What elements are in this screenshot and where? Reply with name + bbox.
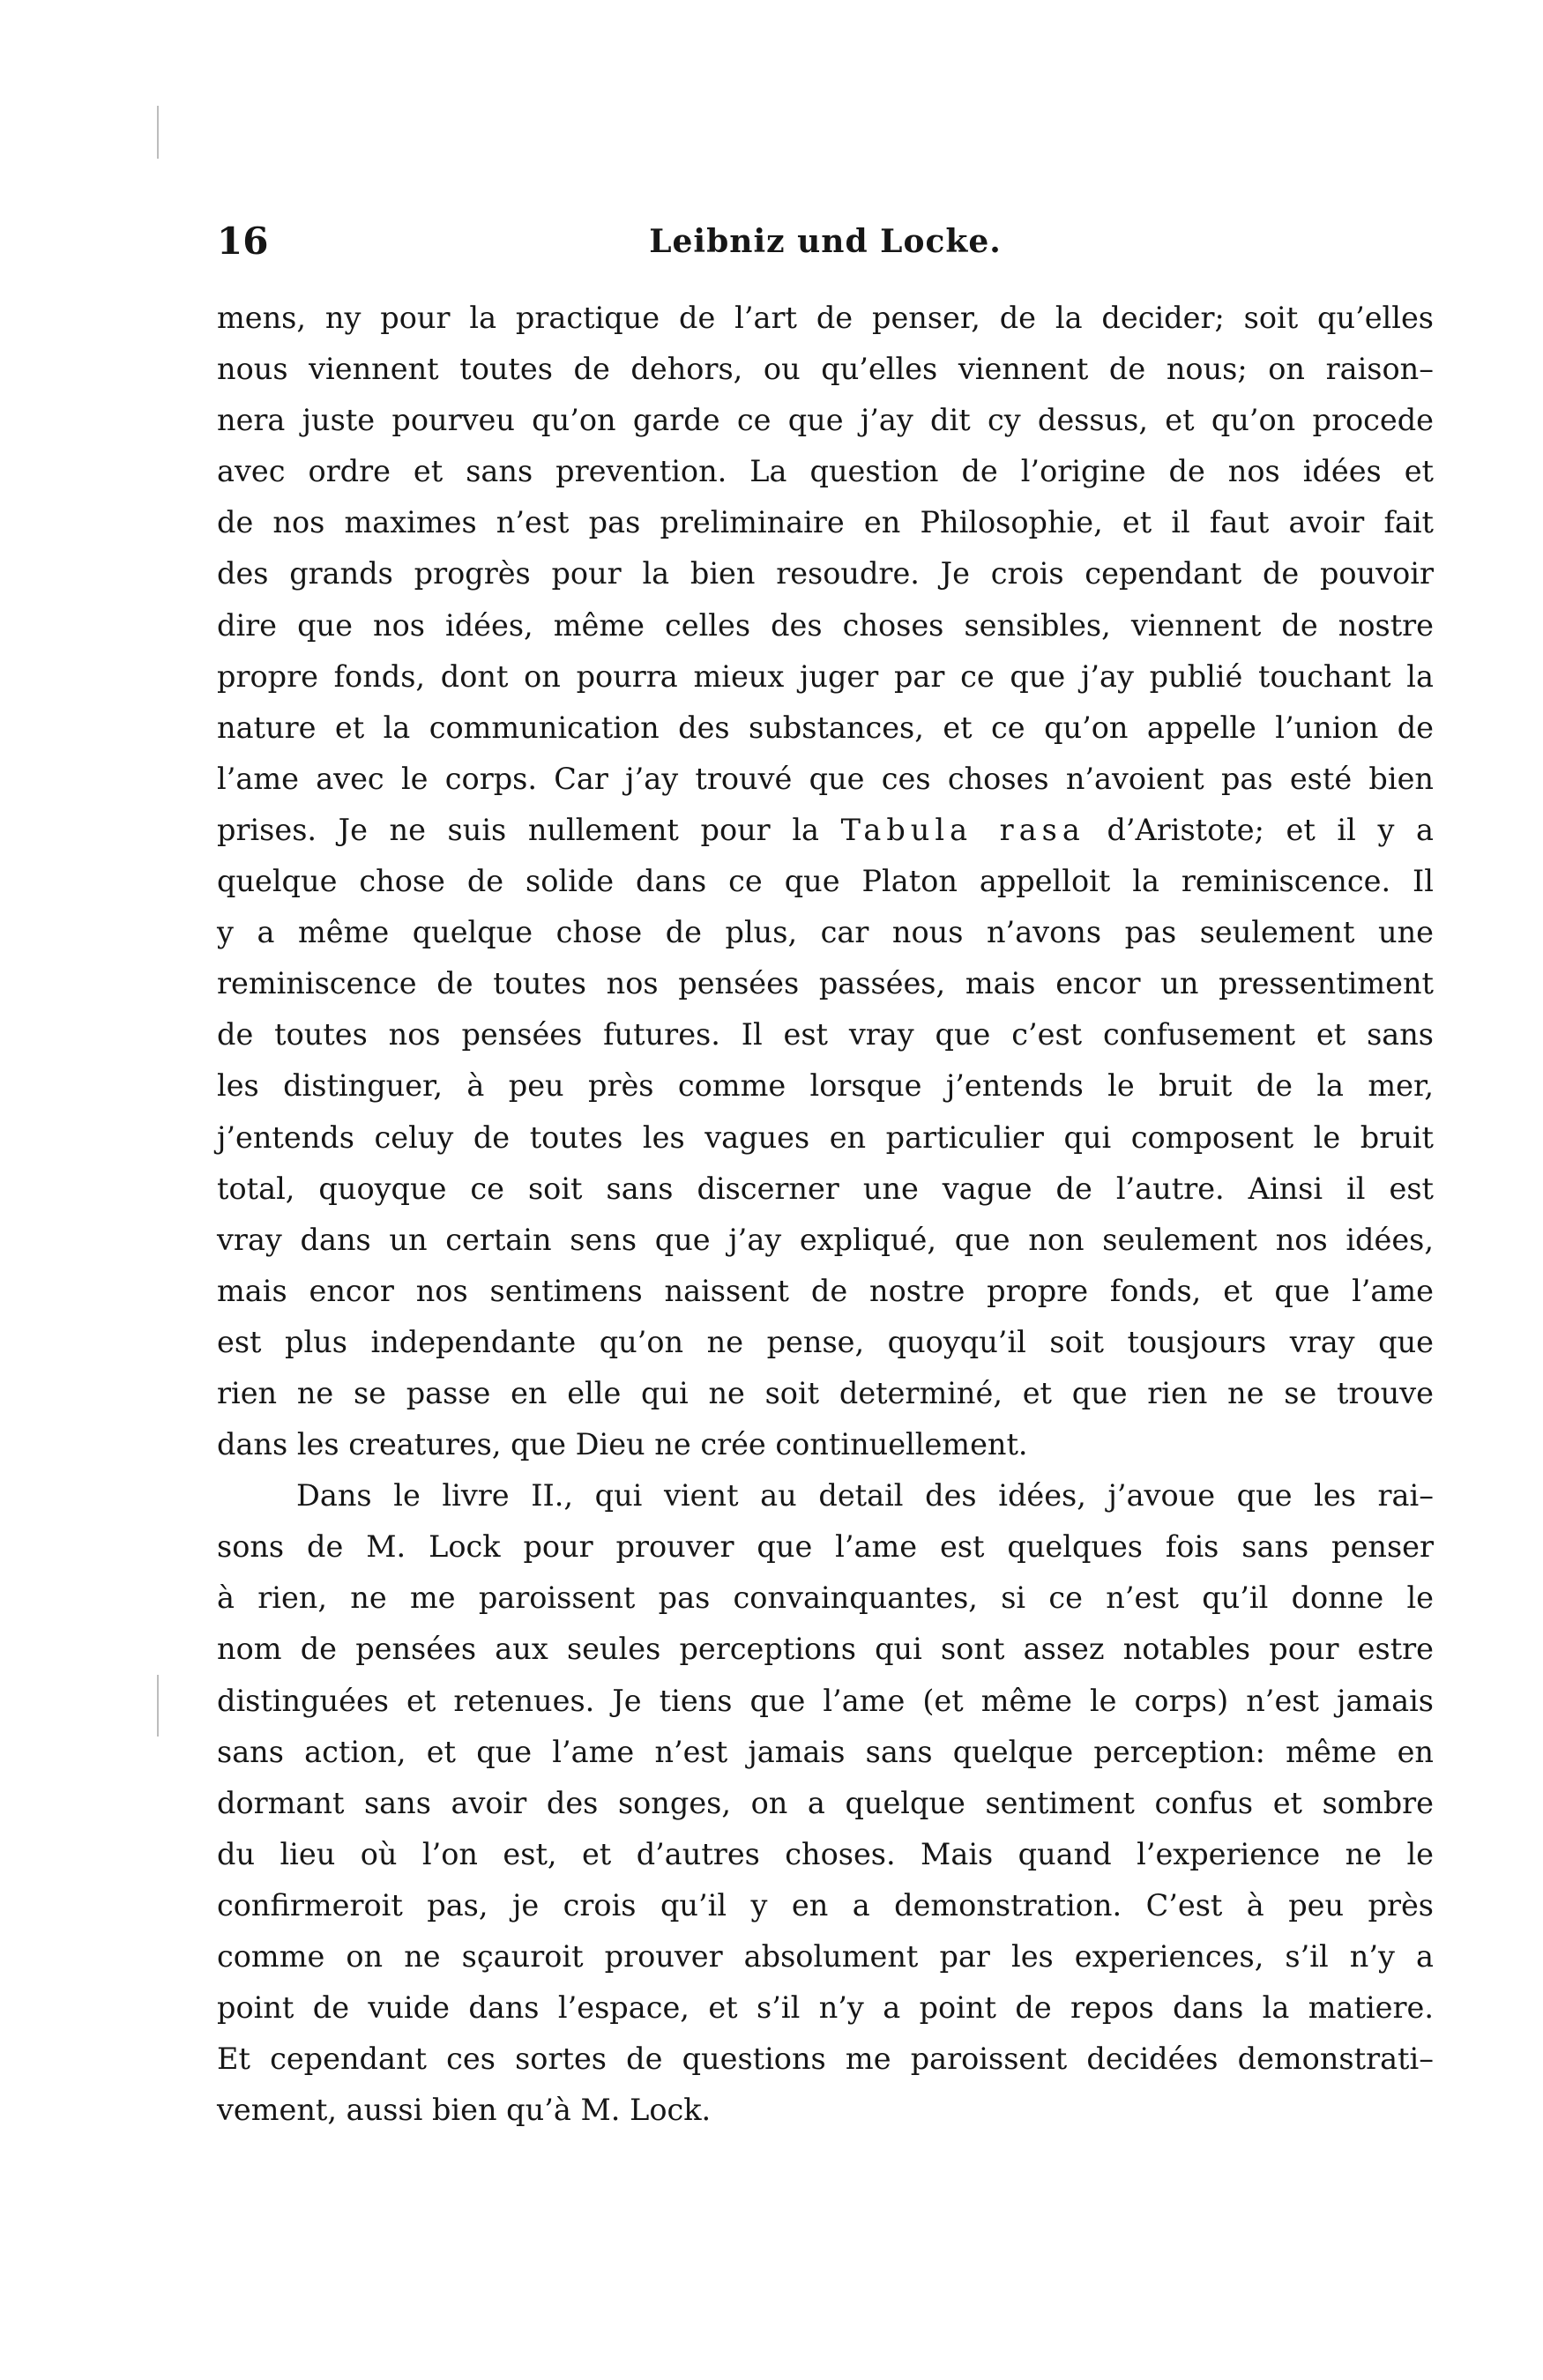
page-number: 16 — [217, 219, 269, 263]
text-line: dans les creatures, que Dieu ne crée continuellement. — [217, 1427, 1028, 1462]
text-line: vray dans un certain sens que j’ay expliqué, que non seulement nos idées, — [217, 1222, 1434, 1257]
text-line: Et cependant ces sortes de questions me paroissent decidées demonstrati– — [217, 2042, 1434, 2077]
text-line: rien ne se passe en elle qui ne soit determiné, et que rien ne se trouve — [217, 1375, 1434, 1410]
text-line: nera juste pourveu qu’on garde ce que j’ay dit cy dessus, et qu’on procede — [217, 403, 1434, 438]
margin-scan-mark — [157, 106, 159, 159]
text-line: vement, aussi bien qu’à M. Lock. — [217, 2093, 712, 2128]
spaced-emphasis: Tabula rasa — [840, 812, 1085, 847]
text-line: l’ame avec le corps. Car j’ay trouvé que ces choses n’avoient pas esté bien — [217, 761, 1434, 796]
text-line: mais encor nos sentimens naissent de nostre propre fonds, et que l’ame — [217, 1273, 1434, 1308]
text-segment: d’Aristote; et il y a — [1107, 812, 1434, 847]
text-line: à rien, ne me paroissent pas convainquantes, si ce n’est qu’il donne le — [217, 1580, 1434, 1616]
text-line — [217, 805, 1434, 856]
text-line: distinguées et retenues. Je tiens que l’ame (et même le corps) n’est jamais — [217, 1683, 1434, 1718]
text-line: dire que nos idées, même celles des choses sensibles, viennent de nostre — [217, 607, 1434, 643]
text-line: mens, ny pour la practique de l’art de penser, de la decider; soit qu’elles — [217, 301, 1434, 335]
text-line: y a même quelque chose de plus, car nous n’avons pas seulement une — [217, 915, 1434, 950]
text-line: j’entends celuy de toutes les vagues en particulier qui composent le bruit — [217, 1119, 1434, 1155]
text-line: nature et la communication des substances, et ce qu’on appelle l’union de — [217, 710, 1434, 745]
text-line: les distinguer, à peu près comme lorsque j’entends le bruit de la mer, — [217, 1068, 1434, 1104]
text-line: reminiscence de toutes nos pensées passées, mais encor un pressentiment — [217, 966, 1434, 1001]
margin-scan-mark — [157, 1675, 159, 1737]
text-line: sans action, et que l’ame n’est jamais sans quelque perception: même en — [217, 1734, 1434, 1769]
body-text — [217, 293, 1434, 2136]
text-line: nom de pensées aux seules perceptions qui sont assez notables pour estre — [217, 1632, 1434, 1667]
text-line: total, quoyque ce soit sans discerner une vague de l’autre. Ainsi il est — [217, 1171, 1434, 1206]
text-line: dormant sans avoir des songes, on a quelque sentiment confus et sombre — [217, 1785, 1434, 1820]
text-line: sons de M. Lock pour prouver que l’ame est quelques fois sans penser — [217, 1529, 1434, 1565]
page-header — [217, 215, 1434, 277]
text-line: confirmeroit pas, je crois qu’il y en a demonstration. C’est à peu près — [217, 1887, 1434, 1923]
text-line: est plus independante qu’on ne pense, quoyqu’il soit tousjours vray que — [217, 1324, 1434, 1359]
text-line: de toutes nos pensées futures. Il est vray que c’est confusement et sans — [217, 1017, 1434, 1052]
text-line: nous viennent toutes de dehors, ou qu’elles viennent de nous; on raison– — [217, 352, 1434, 387]
text-line: de nos maximes n’est pas preliminaire en Philosophie, et il faut avoir fait — [217, 505, 1434, 540]
text-line: comme on ne sçauroit prouver absolument par les experiences, s’il n’y a — [217, 1939, 1434, 1974]
text-line: quelque chose de solide dans ce que Platon appelloit la reminiscence. Il — [217, 864, 1434, 899]
text-line: propre fonds, dont on pourra mieux juger par ce que j’ay publié touchant la — [217, 658, 1434, 694]
paragraph-start-line: Dans le livre II., qui vient au detail des idées, j’avoue que les rai– — [296, 1478, 1434, 1514]
text-line: du lieu où l’on est, et d’autres choses. Mais quand l’experience ne le — [217, 1836, 1434, 1871]
text-line: point de vuide dans l’espace, et s’il n’y a point de repos dans la matiere. — [217, 1990, 1434, 2026]
text-line: des grands progrès pour la bien resoudre. Je crois cependant de pouvoir — [217, 556, 1434, 591]
text-segment: prises. Je ne suis nullement pour la — [217, 812, 820, 847]
text-line: avec ordre et sans prevention. La question de l’origine de nos idées et — [217, 454, 1434, 489]
running-title: Leibniz und Locke. — [649, 223, 1002, 260]
